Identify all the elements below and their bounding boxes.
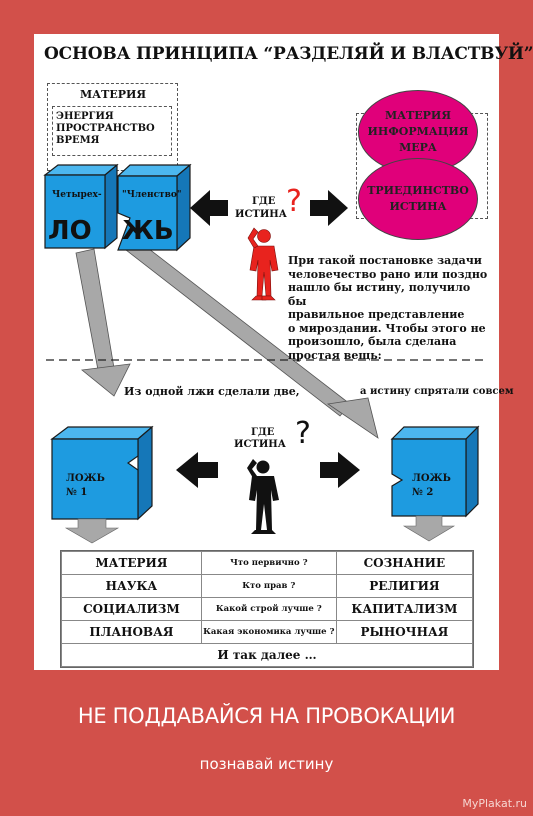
cube-big-right: ЖЬ [122, 216, 174, 246]
ellipse-bottom-line-2: ИСТИНА [389, 200, 447, 213]
table-cell-right: РЫНОЧНАЯ [336, 621, 472, 644]
black-arrow-bottom-left [176, 452, 218, 488]
table-cell-right: РЕЛИГИЯ [336, 575, 472, 598]
red-thinker-figure [248, 228, 278, 300]
table-footer: И так далее … [62, 644, 473, 667]
poster-title: ОСНОВА ПРИНЦИПА “РАЗДЕЛЯЙ И ВЛАСТВУЙ” [44, 44, 533, 64]
explanation-line: правильное представление [288, 308, 465, 321]
poster [38, 38, 533, 666]
table-row [62, 575, 473, 598]
table-cell-middle: Что первично ? [201, 552, 336, 575]
subslogan: познавай истину [199, 755, 334, 773]
explanation-text [288, 254, 488, 362]
explanation-line: простая вещь: [288, 348, 382, 362]
materia-line-space: ПРОСТРАНСТВО [56, 123, 155, 134]
black-arrow-top-left [190, 190, 228, 226]
table-cell-middle: Какая экономика лучше ? [201, 621, 336, 644]
table-cell-left: МАТЕРИЯ [62, 552, 202, 575]
table-cell-middle: Какой строй лучше ? [201, 598, 336, 621]
explanation-line: о мироздании. Чтобы этого не [288, 321, 486, 335]
explanation-line: При такой постановке задачи [288, 254, 482, 267]
explanation-line: нашло бы истину, получило бы [288, 281, 471, 308]
lie2-label-line2: № 2 [412, 487, 434, 498]
cube-label-membership: "Членство" [122, 190, 182, 200]
caption-two-lies: Из одной лжи сделали две, [124, 385, 300, 398]
table-cell-right: КАПИТАЛИЗМ [336, 598, 472, 621]
ellipse-top-line-2: ИНФОРМАЦИЯ [367, 125, 469, 138]
gray-arrow-left [76, 249, 130, 396]
lie1-label-line2: № 1 [66, 487, 88, 498]
table-row [62, 598, 473, 621]
black-arrow-bottom-right [320, 452, 360, 488]
explanation-line: произошло, была сделана [288, 335, 457, 348]
question-mark-bottom: ? [295, 416, 311, 451]
cube-big-left: ЛО [48, 216, 92, 246]
table-cell-left: ПЛАНОВАЯ [62, 621, 202, 644]
ellipse-triunity-truth [358, 158, 478, 240]
question-mark-top: ? [286, 184, 302, 219]
ellipse-bottom-line-1: ТРИЕДИНСТВО [367, 184, 469, 197]
table-cell-middle: Кто прав ? [201, 575, 336, 598]
ellipse-top-line-3: МЕРА [399, 141, 437, 154]
table-row [62, 621, 473, 644]
gray-down-arrow-right [404, 516, 454, 541]
table-row [62, 552, 473, 575]
table-cell-right: СОЗНАНИЕ [336, 552, 472, 575]
gray-down-arrow-left [66, 519, 118, 543]
question-bottom-line2: ИСТИНА [234, 439, 286, 450]
ellipse-top-line-1: МАТЕРИЯ [384, 109, 452, 122]
black-thinker-figure [247, 459, 279, 534]
table-footer-row [62, 644, 473, 667]
dichotomy-table [60, 550, 474, 668]
materia-line-energy: ЭНЕРГИЯ [56, 111, 114, 122]
table-cell-left: НАУКА [62, 575, 202, 598]
explanation-line: человечество рано или поздно [288, 267, 488, 281]
slogan: НЕ ПОДДАВАЙСЯ НА ПРОВОКАЦИИ [77, 704, 456, 728]
question-top-line2: ИСТИНА [235, 209, 287, 220]
question-bottom-line1: ГДЕ [251, 427, 275, 438]
materia-heading: МАТЕРИЯ [80, 88, 147, 101]
table-cell-left: СОЦИАЛИЗМ [62, 598, 202, 621]
caption-hidden-truth: а истину спрятали совсем [360, 386, 514, 397]
black-arrow-top-right [310, 190, 348, 226]
materia-line-time: ВРЕМЯ [56, 135, 100, 146]
cube-label-four: Четырех- [52, 190, 102, 200]
watermark: MyPlakat.ru [462, 797, 527, 810]
lie2-label-line1: ЛОЖЬ [412, 473, 451, 484]
question-top-line1: ГДЕ [252, 196, 276, 207]
lie1-label-line1: ЛОЖЬ [66, 473, 105, 484]
